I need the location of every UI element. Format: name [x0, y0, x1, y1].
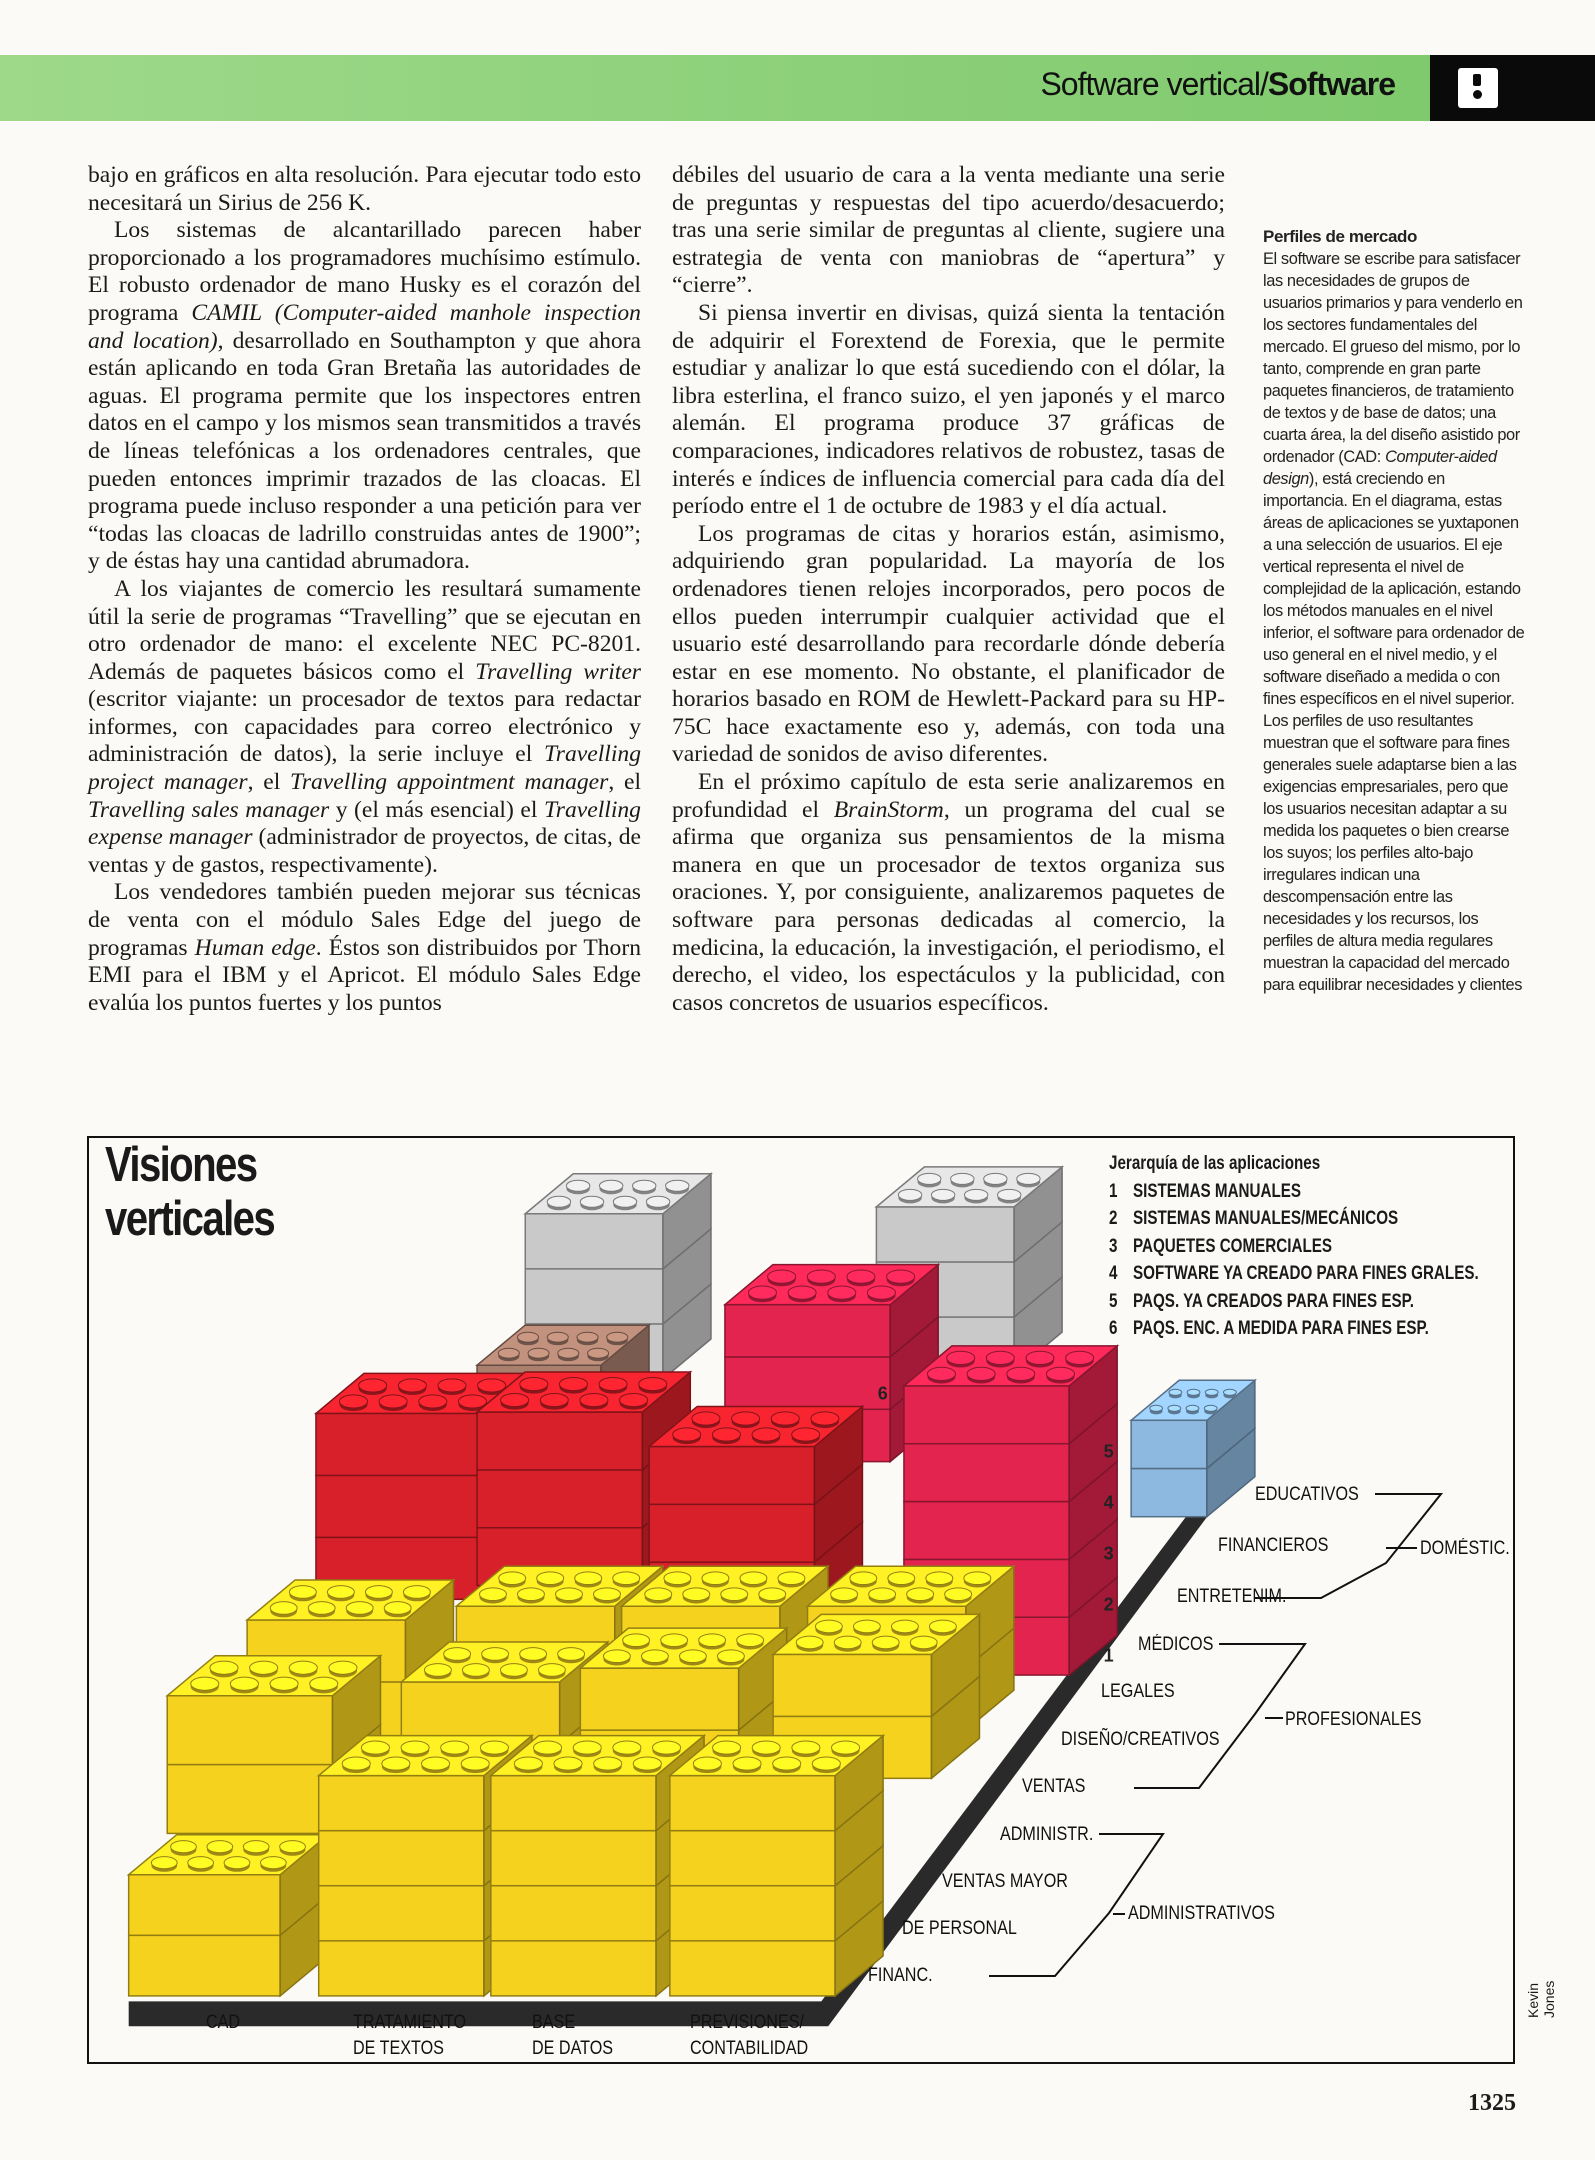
- stud-icon: [260, 1857, 286, 1869]
- bracket-professional: [1134, 1644, 1305, 1788]
- stud-icon: [929, 1620, 956, 1633]
- stud-icon: [712, 1428, 740, 1441]
- brick-front: [316, 1475, 481, 1537]
- stud-icon: [538, 1664, 565, 1677]
- brick-front: [580, 1668, 738, 1730]
- brick-front: [725, 1305, 890, 1357]
- stud-icon: [382, 1757, 410, 1770]
- stud-icon: [721, 1588, 748, 1601]
- brick-front: [491, 1776, 656, 1831]
- stud-icon: [773, 1757, 801, 1770]
- user-label: FINANCIEROS: [1218, 1535, 1329, 1556]
- legend: [1109, 1150, 1479, 1343]
- application-label: BASE DE DATOS: [532, 2012, 614, 2059]
- stud-icon: [1007, 1367, 1035, 1380]
- stud-icon: [931, 1189, 954, 1200]
- brick-front: [477, 1470, 642, 1528]
- stud-icon: [478, 1379, 506, 1392]
- brick-front: [316, 1413, 481, 1475]
- stud-icon: [599, 1180, 622, 1191]
- brick-front: [670, 1831, 835, 1886]
- stud-icon: [778, 1572, 805, 1585]
- user-label: VENTAS: [1022, 1776, 1086, 1797]
- level-number: 3: [1103, 1543, 1114, 1564]
- stud-icon: [613, 1572, 640, 1585]
- stud-icon: [270, 1677, 298, 1690]
- brick-front: [773, 1654, 931, 1716]
- brick-front: [491, 1886, 656, 1941]
- stud-icon: [501, 1393, 529, 1406]
- stud-icon: [967, 1367, 995, 1380]
- stud-icon: [888, 1572, 915, 1585]
- stud-icon: [641, 1650, 668, 1663]
- stud-icon: [768, 1270, 796, 1283]
- stud-icon: [398, 1379, 426, 1392]
- floppy-disk-icon: [1458, 68, 1498, 108]
- stud-icon: [796, 1636, 823, 1649]
- text-run: (administrador de proyectos, de citas, de ventas y de gastos, respectivamente).: [88, 824, 641, 878]
- stud-icon: [462, 1664, 489, 1677]
- stud-icon: [702, 1572, 729, 1585]
- level-number: 2: [1103, 1594, 1114, 1615]
- stud-icon: [599, 1377, 627, 1390]
- stud-icon: [500, 1664, 527, 1677]
- stud-icon: [230, 1677, 258, 1690]
- legend-item: [1109, 1288, 1479, 1316]
- brick-front: [167, 1765, 332, 1834]
- stud-icon: [771, 1412, 799, 1425]
- text-run: Si piensa invertir en divisas, quizá sienta la tentación de adquirir el Forextend de Forexia, que le permite estudiar y analizar lo que está sucediendo con el dólar, la libra esterlina, el franco suizo, el yen japonés y el marco alemán. El programa produce 37 gráficas de comparaciones, indicadores relativos de robustez, tasas de interés e índices de influencia comercial para cada día del período entre el 1 de octubre de 1983 y el día actual.: [672, 299, 1225, 520]
- stud-icon: [559, 1377, 587, 1390]
- brick-front: [525, 1214, 663, 1269]
- italic-title: CAMIL (Computer-aided manhole inspection and location): [88, 299, 641, 354]
- stud-icon: [603, 1650, 630, 1663]
- section-title: [1040, 66, 1395, 103]
- stud-icon: [558, 1348, 579, 1358]
- stud-icon: [927, 1367, 955, 1380]
- legend-number: 3: [1109, 1235, 1118, 1257]
- stud-icon: [438, 1379, 466, 1392]
- stud-icon: [918, 1173, 941, 1184]
- stud-icon: [594, 1757, 622, 1770]
- stud-icon: [887, 1270, 915, 1283]
- brick-front: [876, 1207, 1014, 1262]
- stud-icon: [834, 1636, 861, 1649]
- stud-icon: [926, 1572, 953, 1585]
- stud-icon: [832, 1741, 860, 1754]
- stud-icon: [556, 1588, 583, 1601]
- stud-icon: [419, 1395, 447, 1408]
- italic-title: Travelling writer: [475, 658, 641, 685]
- text-run: A los viajantes de comercio les resultará sumamente útil la serie de programas “Travelling” que se ejecutan en otro ordenador de mano: el excelente NEC PC-8201. Además de paquetes básicos como el: [88, 575, 641, 685]
- brick-front: [725, 1357, 890, 1409]
- figure-title-line2: verticales: [105, 1192, 275, 1246]
- brick-front: [491, 1831, 656, 1886]
- stud-icon: [577, 1332, 598, 1342]
- italic-title: Travelling appointment manager: [290, 769, 609, 796]
- legend-number: 6: [1109, 1318, 1118, 1339]
- level-number: 6: [877, 1383, 888, 1404]
- stud-icon: [1186, 1405, 1199, 1411]
- brick-front: [670, 1776, 835, 1831]
- stud-icon: [807, 1270, 835, 1283]
- stud-icon: [1205, 1389, 1218, 1395]
- text-run: Los vendedores también pueden mejorar sus técnicas de venta con el módulo Sales Edge del juego de programas: [88, 879, 641, 961]
- stud-icon: [812, 1757, 840, 1770]
- stud-icon: [224, 1857, 250, 1869]
- stud-icon: [947, 1351, 975, 1364]
- legend-label: PAQS. YA CREADOS PARA FINES ESP.: [1133, 1290, 1414, 1312]
- text-run: bajo en gráficos en alta resolución. Para ejecutar todo esto necesitará un Sirius de 256 K.: [88, 162, 641, 216]
- stud-icon: [1223, 1389, 1236, 1395]
- paragraph: [672, 521, 1225, 769]
- legend-title: Jerarquía de las aplicaciones: [1109, 1153, 1321, 1174]
- stud-icon: [329, 1661, 357, 1674]
- stud-icon: [327, 1586, 354, 1599]
- brick-front: [167, 1696, 332, 1765]
- legend-number: 4: [1109, 1263, 1118, 1284]
- italic-title: Human edge: [194, 934, 316, 961]
- stud-icon: [342, 1757, 370, 1770]
- stud-icon: [984, 1173, 1007, 1184]
- text-run: Los programas de citas y horarios están, asimismo, adquiriendo gran popularidad. La mayoría de los ordenadores tienen relojes incorporados, pero pocos de ellos pueden interrumpir cualquier actividad que el usuario esté desarrollando para recordarle dónde debería estar en ese momento. No obstante, el planificador de horarios basado en ROM de Hewlett-Packard para su HP-75C hace exactamente eso y, además, con toda una variedad de sonidos de aviso diferentes.: [672, 520, 1225, 768]
- text-run: y (el más esencial) el: [329, 796, 544, 823]
- italic-title: BrainStorm: [833, 796, 944, 823]
- stud-icon: [540, 1393, 568, 1406]
- stud-icon: [867, 1286, 895, 1299]
- text-run: , un programa del cual se afirma que organiza sus pensamientos de la misma manera en que un procesador de textos organiza sus oraciones. Y, por consiguiente, analizaremos paquetes de software para personas dedicadas al comercio, la medicina, la educación, la investigación, el periodismo, el derecho, el video, los espectáculos y la publicidad, con casos concretos de usuarios específicos.: [672, 796, 1225, 1016]
- stud-icon: [346, 1602, 373, 1615]
- stud-icon: [815, 1620, 842, 1633]
- stud-icon: [480, 1741, 508, 1754]
- stud-icon: [188, 1857, 214, 1869]
- stud-icon: [1168, 1405, 1181, 1411]
- brick-front: [477, 1412, 642, 1470]
- brick-front: [319, 1941, 484, 1996]
- brick-front: [904, 1386, 1069, 1444]
- paragraph: [672, 162, 1225, 300]
- stud-icon: [907, 1588, 934, 1601]
- stud-icon: [752, 1741, 780, 1754]
- stud-icon: [379, 1395, 407, 1408]
- stud-icon: [607, 1332, 628, 1342]
- stud-icon: [732, 1412, 760, 1425]
- stud-icon: [1017, 1173, 1040, 1184]
- text-run: Los sistemas de alcantarillado parecen haber proporcionado a los programadores muchísimo estímulo. El robusto ordenador de mano Husky es el corazón del programa: [88, 217, 641, 326]
- stud-icon: [891, 1620, 918, 1633]
- stud-icon: [620, 1393, 648, 1406]
- figure-title-line1: Visiones: [105, 1138, 257, 1192]
- brick-front: [649, 1504, 814, 1562]
- stud-icon: [528, 1348, 549, 1358]
- sidebar-title: Perfiles de mercado: [1263, 227, 1417, 246]
- stud-icon: [951, 1173, 974, 1184]
- figure-title: [105, 1138, 274, 1246]
- stud-icon: [359, 1379, 387, 1392]
- italic-title: Travelling expense manager: [88, 796, 641, 851]
- legend-label: SOFTWARE YA CREADO PARA FINES GRALES.: [1133, 1263, 1479, 1284]
- stud-icon: [514, 1757, 542, 1770]
- brick-front: [1131, 1469, 1207, 1517]
- stud-icon: [652, 1741, 680, 1754]
- level-number: 5: [1103, 1441, 1114, 1462]
- stud-icon: [384, 1602, 411, 1615]
- legend-number: 1: [1109, 1180, 1118, 1202]
- stud-icon: [847, 1270, 875, 1283]
- italic-title: Computer-aided design: [1263, 448, 1497, 488]
- stud-icon: [1150, 1405, 1163, 1411]
- legend-label: PAQUETES COMERCIALES: [1133, 1235, 1333, 1257]
- legend-item: [1109, 1260, 1479, 1288]
- page-number: 1325: [1468, 2090, 1516, 2116]
- legend-label: PAQS. ENC. A MEDIDA PARA FINES ESP.: [1133, 1318, 1429, 1339]
- paragraph: [672, 769, 1225, 1017]
- text-run: , el: [247, 769, 290, 796]
- stud-icon: [661, 1634, 688, 1647]
- stud-icon: [673, 1428, 701, 1441]
- stud-icon: [633, 1757, 661, 1770]
- stud-icon: [639, 1377, 667, 1390]
- brick-front: [649, 1446, 814, 1504]
- stud-icon: [1026, 1351, 1054, 1364]
- stud-icon: [850, 1572, 877, 1585]
- stud-icon: [547, 1196, 570, 1207]
- user-label: DE PERSONAL: [902, 1918, 1017, 1939]
- stud-icon: [588, 1348, 609, 1358]
- text-run: ), está creciendo en importancia. En el diagrama, estas áreas de aplicaciones se yuxtaponen a una selección de usuarios. El eje vertical representa el nivel de complejidad de la aplicación, estando los métodos manuales en el nivel inferior, el software para ordenador de uso general en el nivel medio, y el software diseñado a medida o con fines específicos en el nivel superior. Los perfiles de uso resultantes muestran que el software para fines generales suele adaptarse bien a las exigencias empresariales, pero que los usuarios necesitan adaptar a su medida los paquetes o bien crearse los suyos; los perfiles alto-bajo irregulares indican una descompensación entre las necesidades y los recursos, los perfiles de altura media regulares muestran la capacidad del mercado para equilibrar necesidades y clientes: [1263, 470, 1525, 994]
- stud-icon: [499, 1572, 526, 1585]
- sidebar-body: [1263, 248, 1525, 996]
- stud-icon: [270, 1602, 297, 1615]
- paragraph: [88, 217, 641, 576]
- text-run: débiles del usuario de cara a la venta mediante una serie de preguntas y respuestas del tipo acuerdo/desacuerdo; tras una serie similar de preguntas al cliente, sugiere una estrategia de venta con maniobras de “apertura” y “cierre”.: [672, 162, 1225, 299]
- stud-icon: [554, 1757, 582, 1770]
- stud-icon: [853, 1620, 880, 1633]
- stud-icon: [964, 1189, 987, 1200]
- section-title-bold: Software: [1267, 66, 1395, 102]
- italic-title: Travelling sales manager: [88, 796, 330, 823]
- stud-icon: [558, 1648, 585, 1661]
- user-group-label: DOMÉSTIC.: [1420, 1538, 1510, 1559]
- stud-icon: [210, 1661, 238, 1674]
- stud-icon: [623, 1634, 650, 1647]
- stud-icon: [748, 1286, 776, 1299]
- stud-icon: [1046, 1367, 1074, 1380]
- stud-icon: [713, 1741, 741, 1754]
- user-label: MÉDICOS: [1138, 1634, 1214, 1655]
- stud-icon: [444, 1648, 471, 1661]
- stud-icon: [566, 1180, 589, 1191]
- stud-icon: [645, 1588, 672, 1601]
- stud-icon: [740, 1572, 767, 1585]
- level-number: 4: [1103, 1492, 1114, 1513]
- brick-front: [319, 1886, 484, 1941]
- stud-icon: [717, 1650, 744, 1663]
- figure-visiones-verticales: [87, 1136, 1557, 2064]
- user-label: ADMINISTR.: [1000, 1824, 1094, 1845]
- stud-icon: [1169, 1389, 1182, 1395]
- stud-icon: [480, 1588, 507, 1601]
- stud-icon: [1066, 1351, 1094, 1364]
- brick-front: [129, 1875, 280, 1936]
- stud-icon: [280, 1841, 306, 1853]
- user-label: VENTAS MAYOR: [942, 1871, 1068, 1892]
- stud-icon: [575, 1572, 602, 1585]
- paragraph: [88, 576, 641, 880]
- text-run: (escritor viajante: un procesador de textos para redactar informes, con capacidades para correo electrónico y administración de datos), la serie incluye el: [88, 686, 641, 768]
- stud-icon: [759, 1588, 786, 1601]
- stud-icon: [289, 1661, 317, 1674]
- stud-icon: [520, 1377, 548, 1390]
- legend-item: [1109, 1233, 1479, 1261]
- stud-icon: [171, 1841, 197, 1853]
- sidebar-caption: [1263, 226, 1525, 996]
- text-run: El software se escribe para satisfacer las necesidades de grupos de usuarios primarios y para venderlo en los sectores fundamentales del mercado. El grueso del mismo, por lo tanto, comprende en gran parte paquetes financieros, de tratamiento de textos y de base de datos; una cuarta área, la del diseño asistido por ordenador (CAD:: [1263, 250, 1523, 466]
- application-label: PREVISIONES/ CONTABILIDAD: [690, 2012, 809, 2059]
- stud-icon: [517, 1332, 538, 1342]
- user-label: ENTRETENIM.: [1177, 1586, 1287, 1607]
- stud-icon: [613, 1741, 641, 1754]
- text-run: En el próximo capítulo de esta serie analizaremos en profundidad el: [672, 769, 1225, 823]
- legend-number: 5: [1109, 1290, 1118, 1312]
- stud-icon: [422, 1757, 450, 1770]
- stud-icon: [580, 1393, 608, 1406]
- stud-icon: [520, 1648, 547, 1661]
- stud-icon: [361, 1741, 389, 1754]
- stud-icon: [482, 1648, 509, 1661]
- stud-icon: [664, 1572, 691, 1585]
- stud-icon: [580, 1196, 603, 1207]
- stud-icon: [613, 1196, 636, 1207]
- stud-icon: [811, 1412, 839, 1425]
- stud-icon: [547, 1332, 568, 1342]
- brick-front: [525, 1269, 663, 1324]
- illustrator-credit: Kevin Jones: [1525, 1980, 1557, 2018]
- brick-front: [1131, 1420, 1207, 1468]
- stud-icon: [679, 1650, 706, 1663]
- user-label: LEGALES: [1101, 1681, 1175, 1702]
- stud-icon: [461, 1757, 489, 1770]
- header-tab: [1430, 55, 1595, 121]
- stud-icon: [986, 1351, 1014, 1364]
- stud-icon: [737, 1634, 764, 1647]
- stud-icon: [633, 1180, 656, 1191]
- brick-front: [670, 1941, 835, 1996]
- brick-front: [319, 1831, 484, 1886]
- text-run: , el: [608, 769, 641, 796]
- user-group-label: PROFESIONALES: [1285, 1709, 1422, 1730]
- paragraph: [88, 162, 641, 217]
- stud-icon: [207, 1841, 233, 1853]
- legend-number: 2: [1109, 1208, 1118, 1229]
- brick-front: [319, 1776, 484, 1831]
- stud-icon: [683, 1588, 710, 1601]
- stud-icon: [788, 1286, 816, 1299]
- stud-icon: [792, 1428, 820, 1441]
- stud-icon: [441, 1741, 469, 1754]
- brick-front: [491, 1941, 656, 1996]
- stud-icon: [1204, 1405, 1217, 1411]
- stud-icon: [243, 1841, 269, 1853]
- legend-item: [1109, 1178, 1479, 1206]
- stud-icon: [308, 1602, 335, 1615]
- stud-icon: [534, 1741, 562, 1754]
- brick-front: [401, 1682, 559, 1744]
- stud-icon: [537, 1572, 564, 1585]
- brick-front: [904, 1502, 1069, 1560]
- stud-icon: [401, 1741, 429, 1754]
- stud-icon: [339, 1395, 367, 1408]
- stud-icon: [518, 1588, 545, 1601]
- stud-icon: [573, 1741, 601, 1754]
- brick-front: [904, 1444, 1069, 1502]
- stud-icon: [828, 1286, 856, 1299]
- stud-icon: [666, 1180, 689, 1191]
- application-label: CAD: [206, 2012, 241, 2033]
- stud-icon: [365, 1586, 392, 1599]
- section-title-regular: Software vertical/: [1040, 66, 1268, 102]
- stud-icon: [693, 1757, 721, 1770]
- stud-icon: [151, 1857, 177, 1869]
- stud-icon: [733, 1757, 761, 1770]
- stud-icon: [869, 1588, 896, 1601]
- stud-icon: [898, 1189, 921, 1200]
- article-column-1: [88, 162, 641, 1017]
- application-label: TRATAMIENTO DE TEXTOS: [353, 2012, 467, 2059]
- stud-icon: [910, 1636, 937, 1649]
- brick-front: [129, 1935, 280, 1996]
- legend-item: [1109, 1205, 1479, 1233]
- article-column-2: [672, 162, 1225, 1017]
- user-label: EDUCATIVOS: [1255, 1484, 1359, 1505]
- paragraph: [88, 879, 641, 1017]
- stud-icon: [646, 1196, 669, 1207]
- user-label: DISEÑO/CREATIVOS: [1061, 1729, 1220, 1750]
- stud-icon: [458, 1395, 486, 1408]
- stud-icon: [310, 1677, 338, 1690]
- text-run: , desarrollado en Southampton y que ahora están aplicando en toda Gran Bretaña las autoridades de aguas. El programa permite que los inspectores entren datos en el campo y los mismos sean transmitidos a través de líneas telefónicas a los ordenadores centrales, que pueden entonces imprimir trazados de las cloacas. El programa puede incluso responder a una petición para ver “todas las cloacas de ladrillo construidas antes de 1900”; y de éstas hay una cantidad abrumadora.: [88, 327, 641, 575]
- stud-icon: [424, 1664, 451, 1677]
- stud-icon: [250, 1661, 278, 1674]
- stud-icon: [1187, 1389, 1200, 1395]
- stud-icon: [498, 1348, 519, 1358]
- stud-icon: [872, 1636, 899, 1649]
- text-run: . Éstos son distribuidos por Thorn EMI para el IBM y el Apricot. El módulo Sales Edge evalúa los puntos fuertes y los puntos: [88, 934, 641, 1016]
- stud-icon: [831, 1588, 858, 1601]
- legend-label: SISTEMAS MANUALES/MECÁNICOS: [1133, 1208, 1399, 1229]
- stud-icon: [699, 1634, 726, 1647]
- level-number: 1: [1103, 1645, 1114, 1666]
- stud-icon: [964, 1572, 991, 1585]
- stud-icon: [792, 1741, 820, 1754]
- brick-front: [670, 1886, 835, 1941]
- stud-icon: [289, 1586, 316, 1599]
- italic-title: Travelling project manager: [88, 741, 641, 796]
- legend-label: SISTEMAS MANUALES: [1133, 1180, 1302, 1202]
- paragraph: [672, 300, 1225, 521]
- stud-icon: [752, 1428, 780, 1441]
- stud-icon: [692, 1412, 720, 1425]
- user-label: FINANC.: [868, 1965, 933, 1986]
- user-group-label: ADMINISTRATIVOS: [1128, 1903, 1275, 1924]
- stud-icon: [403, 1586, 430, 1599]
- stud-icon: [945, 1588, 972, 1601]
- legend-item: [1109, 1315, 1479, 1343]
- stud-icon: [998, 1189, 1021, 1200]
- stud-icon: [191, 1677, 219, 1690]
- stud-icon: [594, 1588, 621, 1601]
